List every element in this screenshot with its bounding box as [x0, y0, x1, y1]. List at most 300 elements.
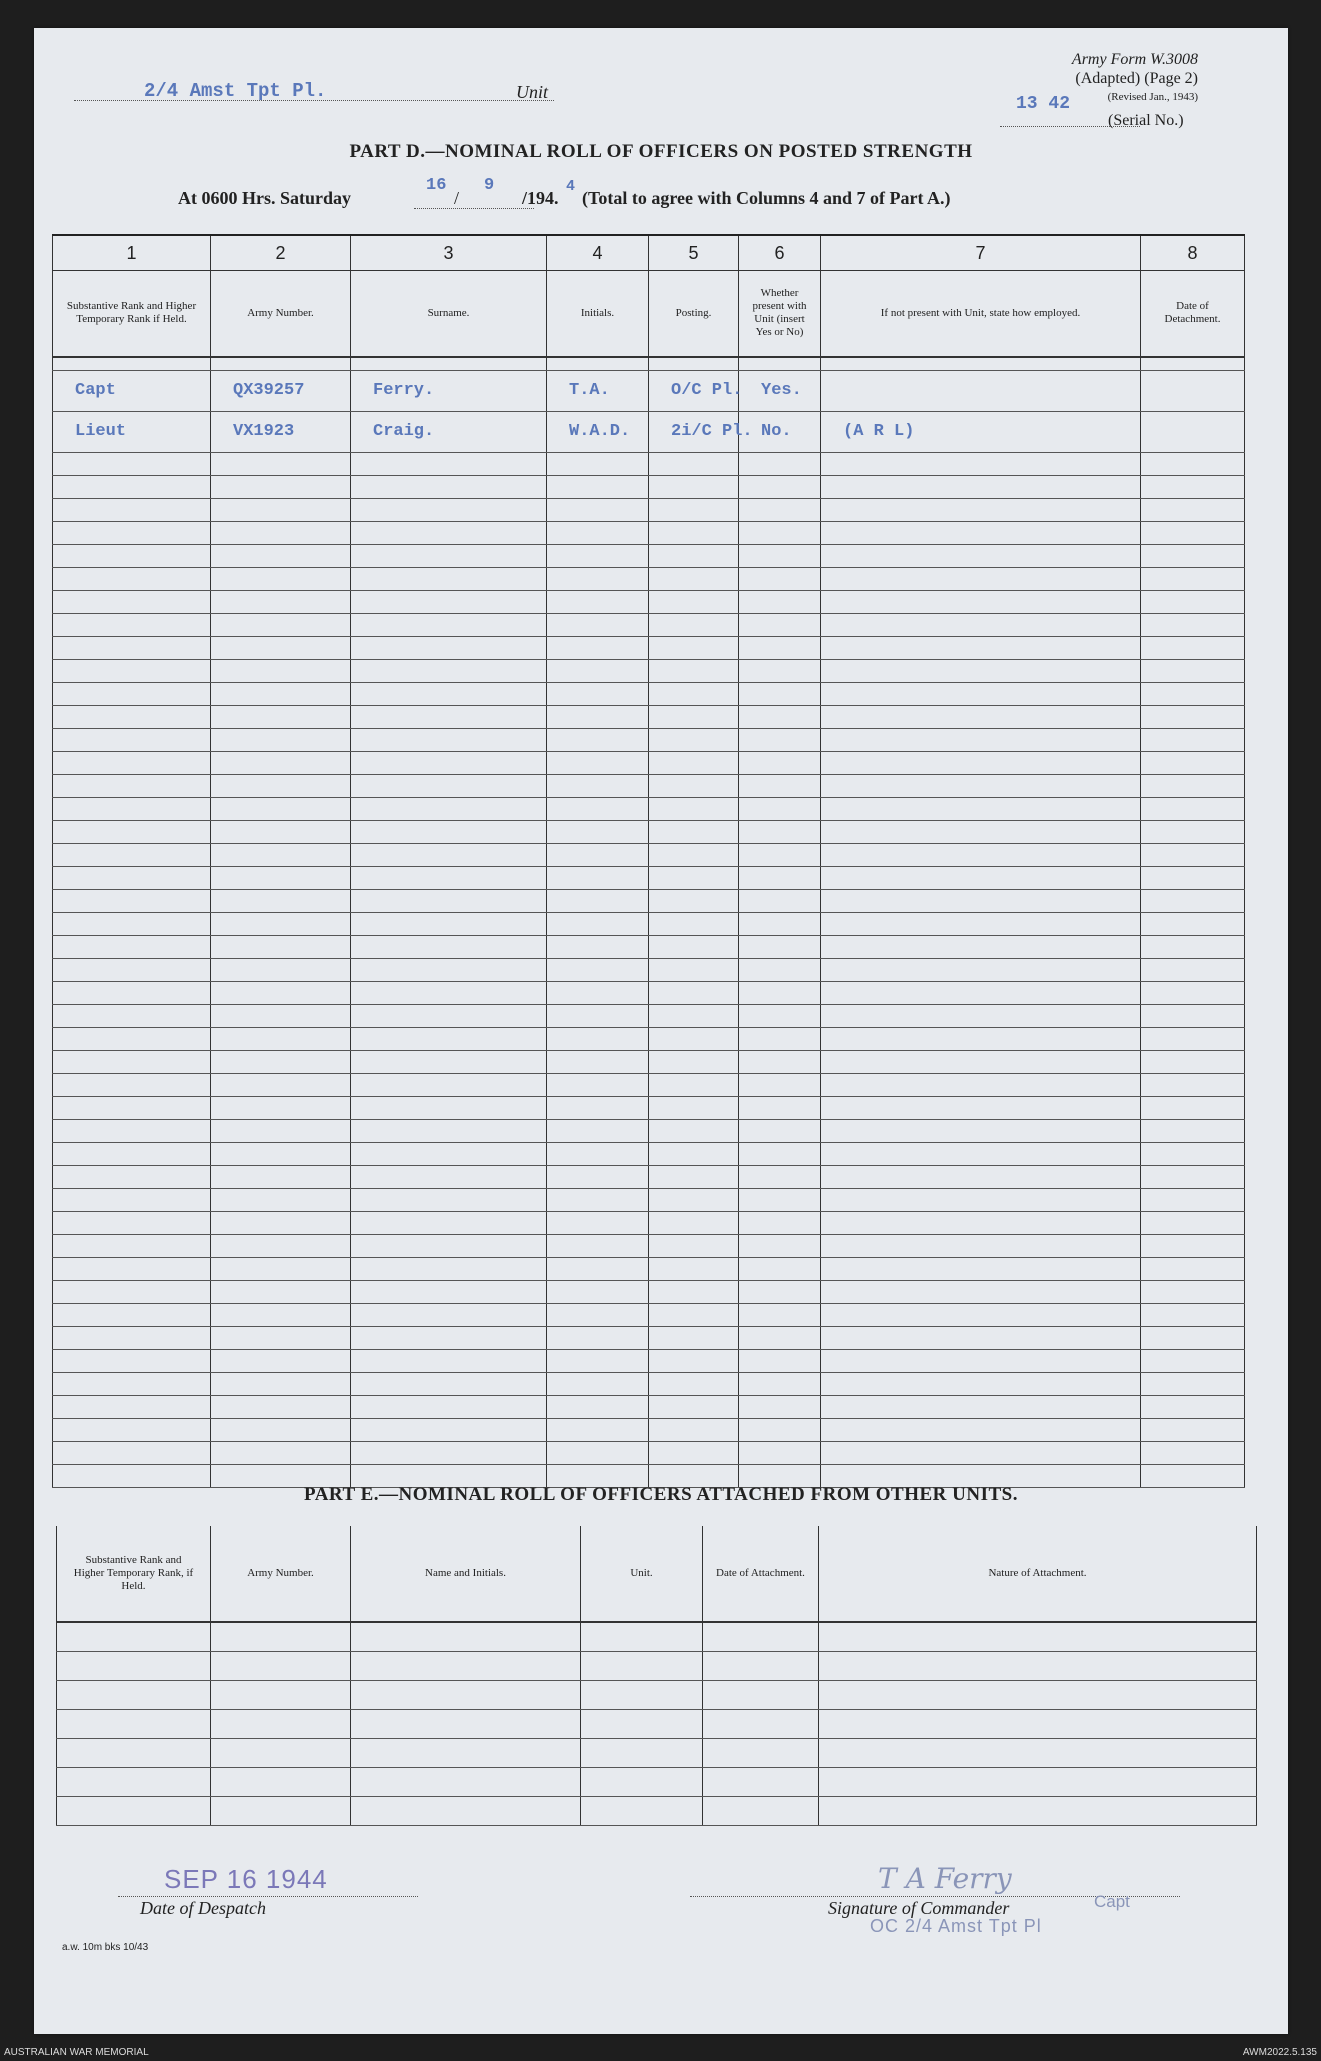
table-cell-posting [649, 521, 739, 544]
table-cell-rank [53, 475, 211, 498]
table-cell-posting [649, 659, 739, 682]
part-e-column-labels [57, 1526, 1257, 1622]
table-cell [581, 1768, 703, 1797]
table-cell-rank [53, 1303, 211, 1326]
part-e-col-label: Substantive Rank and Higher Temporary Rank, if Held. [57, 1526, 211, 1622]
table-cell-employed [821, 1303, 1141, 1326]
table-row [53, 636, 1245, 659]
table-cell-number [211, 1142, 351, 1165]
table-cell-present [739, 1096, 821, 1119]
table-cell-posting [649, 567, 739, 590]
table-cell-present [739, 1372, 821, 1395]
table-cell-surname [351, 1418, 547, 1441]
table-cell-number [211, 728, 351, 751]
table-cell-posting [649, 475, 739, 498]
table-cell-rank [53, 866, 211, 889]
table-cell-posting [649, 1372, 739, 1395]
table-cell [211, 1797, 351, 1826]
table-cell-number [211, 1027, 351, 1050]
table-cell-rank [53, 544, 211, 567]
table-cell-posting [649, 357, 739, 371]
table-row [53, 1142, 1245, 1165]
table-cell-number [211, 544, 351, 567]
table-cell-present [739, 1211, 821, 1234]
table-cell-posting [649, 1349, 739, 1372]
table-cell-rank [53, 774, 211, 797]
table-row [53, 1349, 1245, 1372]
table-cell-date [1141, 1119, 1245, 1142]
despatch-date-stamp: SEP 16 1944 [164, 1864, 328, 1894]
table-cell-surname [351, 357, 547, 371]
table-cell-number [211, 613, 351, 636]
part-d-col-label: Date of Detachment. [1141, 271, 1245, 357]
table-cell-rank [53, 1188, 211, 1211]
table-cell-initials [547, 475, 649, 498]
table-cell-posting [649, 1050, 739, 1073]
table-cell-number [211, 1303, 351, 1326]
part-e-col-label: Date of Attachment. [703, 1526, 819, 1622]
table-cell-posting [649, 1096, 739, 1119]
table-cell-posting [649, 498, 739, 521]
table-cell-date [1141, 1050, 1245, 1073]
table-row [53, 659, 1245, 682]
table-cell-rank [53, 1142, 211, 1165]
date-day: 16 [426, 176, 447, 195]
table-cell-date [1141, 981, 1245, 1004]
part-d-column-labels [53, 271, 1245, 357]
table-cell-surname [351, 498, 547, 521]
table-row [53, 1165, 1245, 1188]
table-cell-number [211, 1050, 351, 1073]
table-row [53, 1188, 1245, 1211]
table-cell-posting [649, 889, 739, 912]
table-cell [819, 1622, 1257, 1652]
table-cell-initials [547, 1303, 649, 1326]
table-cell [703, 1768, 819, 1797]
table-cell-number [211, 521, 351, 544]
table-cell-surname [351, 1441, 547, 1464]
table-cell-number [211, 1326, 351, 1349]
table-cell-employed [821, 370, 1141, 411]
table-cell-surname [351, 452, 547, 475]
table-cell-number [211, 1418, 351, 1441]
table-cell-surname [351, 935, 547, 958]
table-cell-posting [649, 820, 739, 843]
part-e-table [56, 1526, 1257, 1826]
table-cell-employed [821, 1257, 1141, 1280]
part-d-table [52, 234, 1245, 1488]
table-cell-rank [53, 1441, 211, 1464]
table-cell-initials [547, 452, 649, 475]
table-cell-surname: Ferry. [351, 370, 547, 411]
table-cell-employed [821, 1096, 1141, 1119]
table-cell-present [739, 1418, 821, 1441]
table-row [53, 411, 1245, 452]
table-cell-surname [351, 682, 547, 705]
table-cell [703, 1622, 819, 1652]
table-cell-date [1141, 1349, 1245, 1372]
table-cell-number [211, 1096, 351, 1119]
table-cell-initials [547, 590, 649, 613]
table-cell-date [1141, 1418, 1245, 1441]
table-cell-initials [547, 1004, 649, 1027]
table-cell-date [1141, 705, 1245, 728]
table-cell [581, 1681, 703, 1710]
table-cell-initials [547, 1211, 649, 1234]
table-row [53, 498, 1245, 521]
table-row [53, 1257, 1245, 1280]
table-cell-date [1141, 1165, 1245, 1188]
table-cell-employed [821, 544, 1141, 567]
table-cell-posting [649, 544, 739, 567]
table-cell-rank [53, 1326, 211, 1349]
table-cell-present [739, 1326, 821, 1349]
table-cell-present [739, 1142, 821, 1165]
table-cell-surname [351, 1349, 547, 1372]
table-cell-rank [53, 1349, 211, 1372]
table-cell-number [211, 797, 351, 820]
table-cell [581, 1622, 703, 1652]
table-cell-rank [53, 1096, 211, 1119]
part-e-col-label: Unit. [581, 1526, 703, 1622]
signature-label: Signature of Commander [828, 1898, 1010, 1918]
table-row [53, 728, 1245, 751]
table-cell-surname [351, 751, 547, 774]
table-cell-rank [53, 1027, 211, 1050]
table-cell-number [211, 1441, 351, 1464]
table-cell-number [211, 1257, 351, 1280]
table-cell-initials [547, 728, 649, 751]
table-cell-posting: 2i/C Pl. [649, 411, 739, 452]
printer-note: a.w. 10m bks 10/43 [62, 1942, 149, 1953]
table-cell-present [739, 1257, 821, 1280]
table-cell-present [739, 590, 821, 613]
table-row [53, 1418, 1245, 1441]
table-cell-rank [53, 958, 211, 981]
part-d-col-label: Substantive Rank and Higher Temporary Rank if Held. [53, 271, 211, 357]
table-row [53, 981, 1245, 1004]
table-cell-date [1141, 1211, 1245, 1234]
table-cell-initials [547, 1050, 649, 1073]
part-e-col-label: Name and Initials. [351, 1526, 581, 1622]
table-row [53, 1027, 1245, 1050]
table-cell-rank [53, 1395, 211, 1418]
table-row [53, 357, 1245, 371]
table-cell-surname [351, 843, 547, 866]
table-cell-posting [649, 728, 739, 751]
table-cell [211, 1622, 351, 1652]
table-cell-initials [547, 659, 649, 682]
table-row [53, 820, 1245, 843]
table-row [53, 1004, 1245, 1027]
table-cell [351, 1622, 581, 1652]
table-row [53, 958, 1245, 981]
table-cell-surname [351, 1234, 547, 1257]
table-cell-rank [53, 981, 211, 1004]
part-d-rows [53, 357, 1245, 1488]
table-cell-number [211, 357, 351, 371]
table-row [53, 774, 1245, 797]
table-cell-rank [53, 357, 211, 371]
table-cell-present [739, 958, 821, 981]
table-cell-date [1141, 636, 1245, 659]
table-cell-rank [53, 613, 211, 636]
table-cell-rank [53, 1372, 211, 1395]
table-cell-rank [53, 659, 211, 682]
table-cell-present [739, 498, 821, 521]
table-row [53, 1096, 1245, 1119]
part-e-rows [57, 1622, 1257, 1826]
part-e-col-label: Nature of Attachment. [819, 1526, 1257, 1622]
table-cell-rank [53, 935, 211, 958]
table-cell-number [211, 1280, 351, 1303]
table-cell-posting [649, 1234, 739, 1257]
table-cell-date [1141, 411, 1245, 452]
table-cell [211, 1739, 351, 1768]
table-cell-number [211, 475, 351, 498]
table-cell-rank [53, 452, 211, 475]
table-cell-initials [547, 613, 649, 636]
table-cell-posting [649, 1119, 739, 1142]
table-cell-rank: Lieut [53, 411, 211, 452]
table-cell-number [211, 1004, 351, 1027]
table-cell-date [1141, 728, 1245, 751]
table-cell-surname [351, 1165, 547, 1188]
table-cell [703, 1739, 819, 1768]
table-cell [703, 1710, 819, 1739]
table-cell-surname [351, 1326, 547, 1349]
table-cell [819, 1739, 1257, 1768]
table-cell-employed [821, 521, 1141, 544]
table-cell-date [1141, 1142, 1245, 1165]
table-cell-date [1141, 843, 1245, 866]
table-cell-posting [649, 705, 739, 728]
table-cell-rank [53, 636, 211, 659]
table-cell-number [211, 705, 351, 728]
table-cell [581, 1739, 703, 1768]
table-cell [57, 1622, 211, 1652]
table-cell-initials [547, 981, 649, 1004]
table-cell-surname [351, 1211, 547, 1234]
table-cell-date [1141, 498, 1245, 521]
part-d-col-num: 8 [1141, 235, 1245, 271]
table-cell-posting [649, 1211, 739, 1234]
part-d-col-num: 4 [547, 235, 649, 271]
table-cell-posting [649, 912, 739, 935]
table-cell-present [739, 1234, 821, 1257]
table-cell-initials [547, 544, 649, 567]
table-row [57, 1768, 1257, 1797]
part-e-col-label: Army Number. [211, 1526, 351, 1622]
date-year-suffix: 4 [566, 178, 576, 195]
table-cell-surname [351, 636, 547, 659]
table-cell-number [211, 636, 351, 659]
table-cell-date [1141, 751, 1245, 774]
table-cell-present [739, 613, 821, 636]
table-cell-employed [821, 1211, 1141, 1234]
table-cell-employed [821, 498, 1141, 521]
table-cell-surname [351, 889, 547, 912]
table-cell-present [739, 981, 821, 1004]
table-cell-number [211, 981, 351, 1004]
table-cell-number [211, 1165, 351, 1188]
table-cell-employed [821, 590, 1141, 613]
table-cell-posting [649, 590, 739, 613]
part-d-col-num: 1 [53, 235, 211, 271]
table-cell-rank [53, 498, 211, 521]
table-cell [57, 1681, 211, 1710]
table-cell-date [1141, 797, 1245, 820]
table-cell-posting [649, 1280, 739, 1303]
table-cell-initials [547, 357, 649, 371]
table-cell-rank [53, 1050, 211, 1073]
table-cell-date [1141, 1441, 1245, 1464]
table-cell-present [739, 475, 821, 498]
serial-label: (Serial No.) [1108, 112, 1184, 129]
table-cell [581, 1710, 703, 1739]
table-cell-surname [351, 1303, 547, 1326]
table-cell-employed [821, 1418, 1141, 1441]
table-cell-posting [649, 1441, 739, 1464]
table-cell-present [739, 866, 821, 889]
table-cell-initials [547, 1096, 649, 1119]
table-cell-date [1141, 1395, 1245, 1418]
part-d-col-label: Whether present with Unit (insert Yes or No) [739, 271, 821, 357]
part-d-col-num: 7 [821, 235, 1141, 271]
table-row [53, 1073, 1245, 1096]
commander-signature: T A Ferry [878, 1862, 1012, 1895]
table-cell-present: Yes. [739, 370, 821, 411]
table-cell-rank [53, 1280, 211, 1303]
table-cell-initials [547, 1234, 649, 1257]
table-cell-date [1141, 544, 1245, 567]
table-cell-posting: O/C Pl. [649, 370, 739, 411]
table-cell-rank [53, 1257, 211, 1280]
table-cell-employed [821, 705, 1141, 728]
table-cell-number [211, 682, 351, 705]
table-cell-surname [351, 981, 547, 1004]
table-cell [211, 1681, 351, 1710]
table-cell [703, 1652, 819, 1681]
table-cell-date [1141, 1326, 1245, 1349]
part-d-title: PART D.—NOMINAL ROLL OF OFFICERS ON POSTED STRENGTH [349, 141, 973, 162]
table-cell-surname [351, 659, 547, 682]
table-cell-employed [821, 1441, 1141, 1464]
table-cell-present [739, 912, 821, 935]
despatch-label: Date of Despatch [140, 1898, 266, 1918]
table-cell-rank [53, 1004, 211, 1027]
table-cell-number [211, 866, 351, 889]
table-row [53, 521, 1245, 544]
table-cell-surname [351, 1372, 547, 1395]
table-cell-rank [53, 728, 211, 751]
table-cell-present [739, 1073, 821, 1096]
table-cell-posting [649, 1027, 739, 1050]
table-cell-rank [53, 1234, 211, 1257]
table-cell-present [739, 1349, 821, 1372]
table-cell-number [211, 935, 351, 958]
part-d-col-label: Initials. [547, 271, 649, 357]
table-cell-posting [649, 1142, 739, 1165]
table-cell [57, 1739, 211, 1768]
table-row [53, 843, 1245, 866]
table-row [53, 1441, 1245, 1464]
table-row [53, 705, 1245, 728]
table-cell-date [1141, 357, 1245, 371]
table-cell-date [1141, 370, 1245, 411]
table-row [53, 1326, 1245, 1349]
table-cell-date [1141, 659, 1245, 682]
table-cell-employed [821, 843, 1141, 866]
despatch-line [118, 1896, 418, 1897]
table-cell-number [211, 820, 351, 843]
total-note: (Total to agree with Columns 4 and 7 of Part A.) [582, 188, 951, 208]
table-row [53, 475, 1245, 498]
table-cell-surname [351, 544, 547, 567]
table-cell [819, 1681, 1257, 1710]
table-cell-number [211, 590, 351, 613]
table-cell-initials [547, 1441, 649, 1464]
table-cell-surname [351, 521, 547, 544]
table-row [53, 1211, 1245, 1234]
table-cell-number [211, 1188, 351, 1211]
table-cell-employed [821, 1280, 1141, 1303]
table-cell-employed [821, 1188, 1141, 1211]
table-cell [57, 1797, 211, 1826]
table-cell [819, 1652, 1257, 1681]
table-cell-initials [547, 1027, 649, 1050]
table-cell-posting [649, 843, 739, 866]
table-cell-rank [53, 889, 211, 912]
table-cell [351, 1652, 581, 1681]
signature-unit-stamp: OC 2/4 Amst Tpt Pl [870, 1916, 1042, 1936]
table-cell [211, 1652, 351, 1681]
date-slash: / [454, 188, 460, 208]
table-cell-number [211, 1234, 351, 1257]
table-cell-surname [351, 866, 547, 889]
table-cell-date [1141, 912, 1245, 935]
table-cell-employed [821, 1395, 1141, 1418]
table-cell-surname [351, 1073, 547, 1096]
at-time-label: At 0600 Hrs. Saturday [178, 188, 352, 208]
table-cell-present [739, 1027, 821, 1050]
table-cell [211, 1710, 351, 1739]
table-cell-date [1141, 820, 1245, 843]
table-cell-employed [821, 567, 1141, 590]
table-cell-initials [547, 1349, 649, 1372]
table-cell-initials [547, 751, 649, 774]
table-cell-initials [547, 1372, 649, 1395]
table-cell-present [739, 728, 821, 751]
table-cell-number: QX39257 [211, 370, 351, 411]
table-cell-employed [821, 1234, 1141, 1257]
form-id-block [1072, 50, 1198, 107]
table-cell-present [739, 1188, 821, 1211]
table-cell-posting [649, 1418, 739, 1441]
table-cell-employed [821, 1326, 1141, 1349]
signature-rank: Capt [1094, 1892, 1130, 1911]
table-cell-date [1141, 475, 1245, 498]
table-cell-number [211, 452, 351, 475]
table-row [53, 682, 1245, 705]
table-cell-number [211, 889, 351, 912]
table-row [53, 544, 1245, 567]
table-cell-number [211, 1073, 351, 1096]
table-cell-number [211, 567, 351, 590]
date-year-prefix: /194. [522, 188, 559, 208]
table-cell-present [739, 889, 821, 912]
table-cell-number [211, 498, 351, 521]
